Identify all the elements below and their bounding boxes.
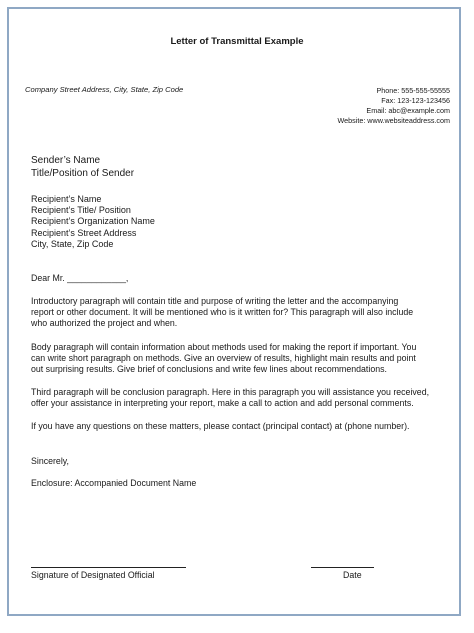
paragraph-line: Introductory paragraph will contain title and purpose of writing the letter and the accompanying — [31, 296, 399, 306]
paragraph-line: who authorized the project and when. — [31, 318, 178, 329]
recipient-name: Recipient’s Name — [31, 194, 102, 204]
contact-email: Email: abc@example.com — [366, 106, 450, 115]
body-paragraph — [31, 342, 449, 375]
salutation: Dear Mr. ____________, — [31, 273, 129, 283]
conclusion-paragraph — [31, 387, 449, 409]
contact-fax: Fax: 123-123-123456 — [381, 96, 450, 105]
enclosure-line: Enclosure: Accompanied Document Name — [31, 478, 197, 488]
company-address: Company Street Address, City, State, Zip Code — [25, 85, 184, 94]
contact-block — [337, 86, 450, 126]
sender-block — [31, 155, 134, 180]
recipient-organization: Recipient’s Organization Name — [31, 216, 155, 227]
date-rule — [311, 567, 374, 568]
paragraph-line: can write short paragraph on methods. Give an overview of results, highlight main results and point — [31, 353, 416, 364]
sender-name: Sender’s Name — [31, 155, 101, 166]
paragraph-line: report or other document. It will be mentioned who is it written for? This paragraph will also include — [31, 307, 414, 318]
paragraph-line: out surprising results. Give brief of conclusions and write few lines about recommendations. — [31, 364, 387, 375]
recipient-street: Recipient’s Street Address — [31, 227, 137, 238]
intro-paragraph — [31, 296, 449, 329]
paragraph-line: Third paragraph will be conclusion paragraph. Here in this paragraph you will assistance you received, — [31, 387, 430, 397]
recipient-title: Recipient’s Title/ Position — [31, 205, 131, 216]
closing: Sincerely, — [31, 456, 69, 466]
contact-website: Website: www.websiteaddress.com — [337, 116, 450, 125]
paragraph-line: Body paragraph will contain information about methods used for making the report if important. You — [31, 342, 417, 352]
sender-title: Title/Position of Sender — [31, 167, 135, 179]
recipient-block — [31, 194, 155, 250]
paragraph-line: offer your assistance in interpreting your report, make a call to action and add personal comments. — [31, 398, 414, 409]
document-title: Letter of Transmittal Example — [170, 36, 304, 47]
signature-rule — [31, 567, 186, 568]
questions-paragraph — [31, 421, 449, 432]
signature-label: Signature of Designated Official — [31, 570, 155, 580]
date-label: Date — [343, 570, 362, 580]
contact-phone: Phone: 555-555-55555 — [376, 86, 450, 95]
paragraph-line: If you have any questions on these matters, please contact (principal contact) at (phone number). — [31, 421, 410, 431]
recipient-city: City, State, Zip Code — [31, 238, 114, 249]
